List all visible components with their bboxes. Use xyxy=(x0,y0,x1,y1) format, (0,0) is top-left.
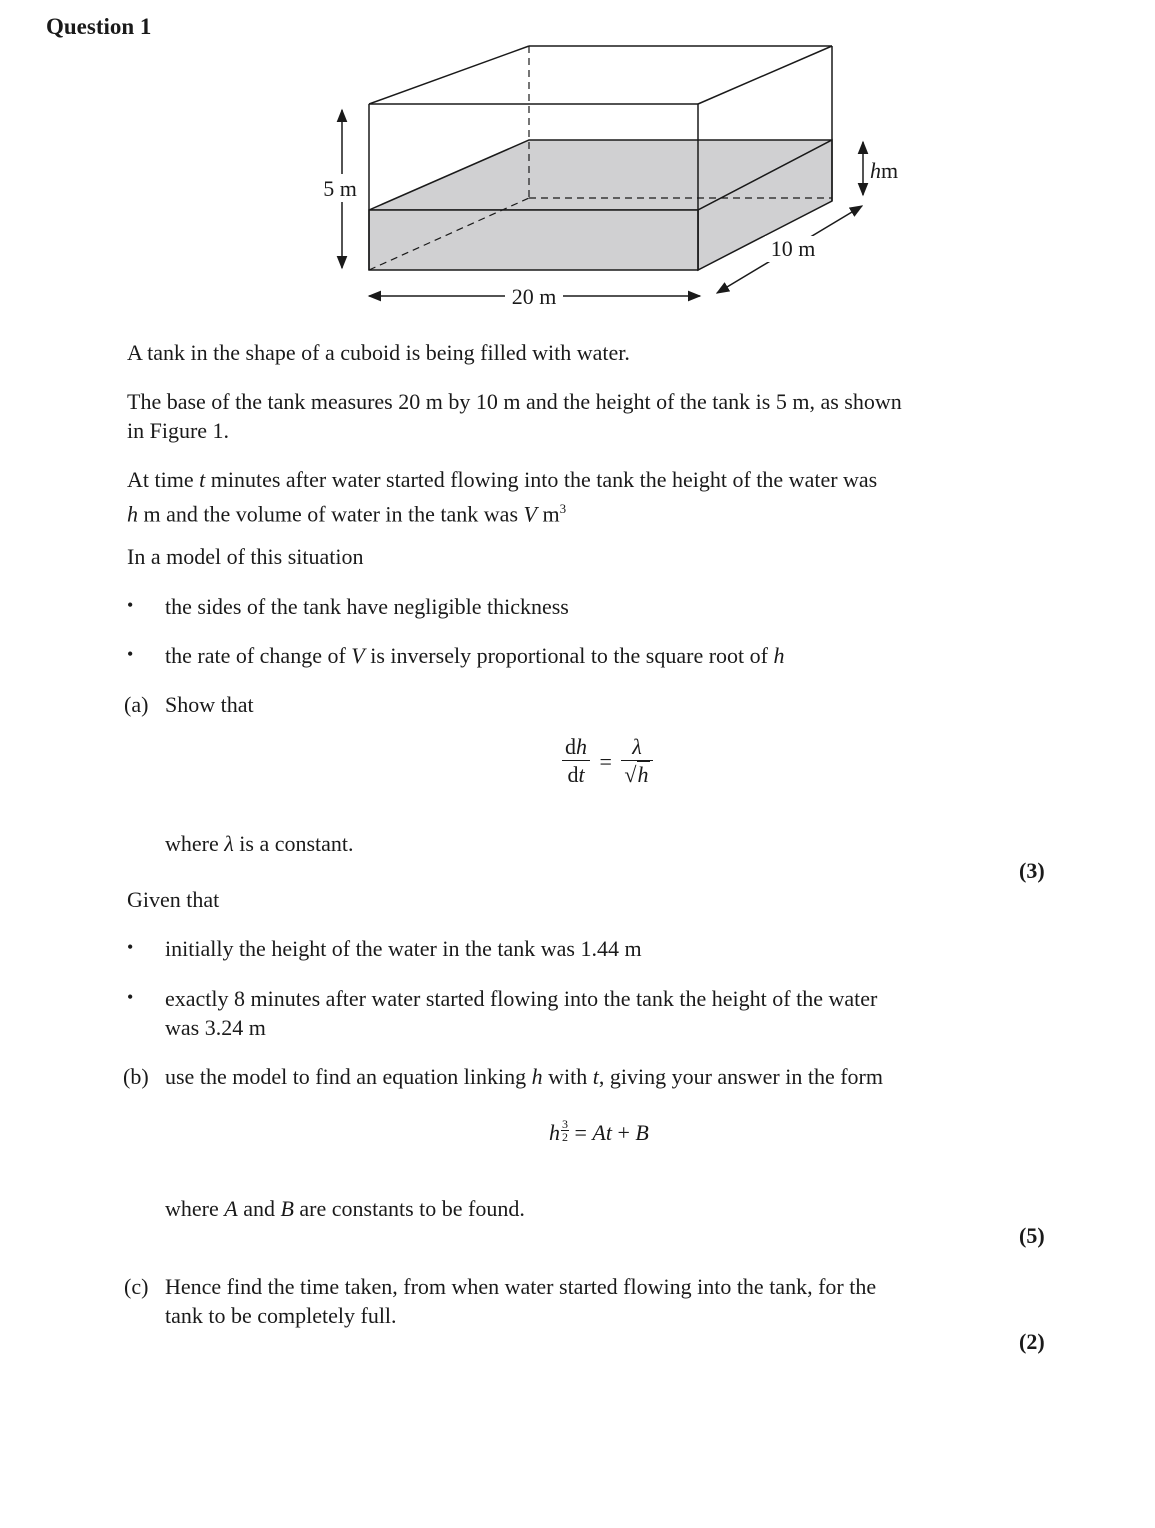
part-b-label: (b) xyxy=(123,1064,149,1089)
given-bullet-1-marker: • xyxy=(127,937,134,957)
tank-figure xyxy=(300,38,920,318)
question-title: Question 1 xyxy=(46,14,152,39)
model-bullet-1-marker: • xyxy=(127,595,134,615)
exponent-fraction: $\frac{3}{2}$ xyxy=(562,1117,568,1144)
depth-label: 10 m xyxy=(770,236,816,261)
part-a-text: Show that xyxy=(165,692,254,717)
given-bullet-2-marker: • xyxy=(127,987,134,1007)
lambda-fraction: $\frac{\lambda}{√h}$ xyxy=(621,734,652,789)
part-b-marks: (5) xyxy=(1019,1223,1045,1248)
part-a-marks: (3) xyxy=(1019,858,1045,883)
given-intro: Given that xyxy=(127,887,220,912)
part-a-where: where λ is a constant. xyxy=(165,831,354,856)
part-b-text: use the model to find an equation linking h with t, giving your answer in the form xyxy=(165,1064,883,1089)
part-c-label: (c) xyxy=(124,1274,149,1299)
intro-p1: A tank in the shape of a cuboid is being filled with water. xyxy=(127,340,630,365)
intro-p2: The base of the tank measures 20 m by 10 m and the height of the tank is 5 m, as shown in Figure 1. xyxy=(127,389,902,443)
intro-p3: At time t minutes after water started flowing into the tank the height of the water was h m and the volume of water in the tank was V $m^3$ xyxy=(127,467,878,527)
part-c-text: Hence find the time taken, from when water started flowing into the tank, for the tank to be completely full. xyxy=(165,1274,877,1328)
model-bullet-2: the rate of change of V is inversely proportional to the square root of h xyxy=(165,643,785,668)
intro-p4: In a model of this situation xyxy=(127,544,364,569)
model-bullet-1: the sides of the tank have negligible thickness xyxy=(165,594,569,619)
dh-dt-fraction: $\frac{dh}{dt}$ xyxy=(562,734,590,789)
part-c-marks: (2) xyxy=(1019,1329,1045,1354)
height-label: 5 m xyxy=(323,176,357,201)
water-height-label: hm xyxy=(870,158,899,183)
given-bullet-2: exactly 8 minutes after water started flowing into the tank the height of the water was 3.24 m xyxy=(165,986,878,1040)
part-a-equation: $\frac{dh}{dt}$ = $\frac{\lambda}{√h}$ xyxy=(562,734,653,789)
width-label: 20 m xyxy=(511,284,557,309)
part-b-where: where A and B are constants to be found. xyxy=(165,1196,525,1221)
given-bullet-1: initially the height of the water in the tank was 1.44 m xyxy=(165,936,642,961)
part-b-equation: h $\frac{3}{2}$ = At + B xyxy=(549,1117,649,1145)
part-a-label: (a) xyxy=(124,692,149,717)
model-bullet-2-marker: • xyxy=(127,644,134,664)
water-front-face xyxy=(369,210,698,270)
